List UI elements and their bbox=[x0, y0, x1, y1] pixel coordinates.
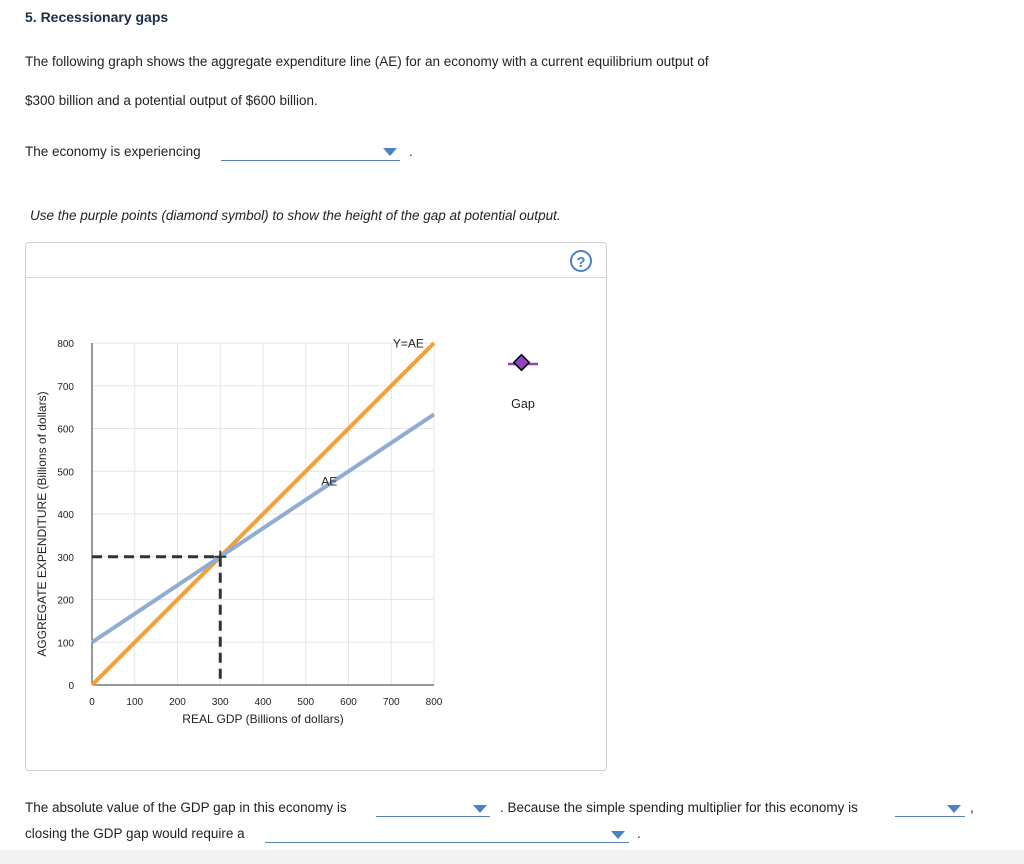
intro-line-2: $300 billion and a potential output of $600 billion. bbox=[25, 93, 318, 108]
page-title: 5. Recessionary gaps bbox=[25, 9, 169, 25]
x-axis-title: REAL GDP (Billions of dollars) bbox=[182, 712, 344, 726]
x-tick-label-800: 800 bbox=[425, 697, 443, 708]
q1-suffix: . bbox=[409, 144, 413, 159]
graph-instruction: Use the purple points (diamond symbol) to show the height of the gap at potential output. bbox=[30, 208, 561, 223]
intro-line-1: The following graph shows the aggregate expenditure line (AE) for an economy with a current equilibrium output of bbox=[25, 54, 709, 69]
x-tick-label-500: 500 bbox=[297, 697, 315, 708]
gap-legend-label: Gap bbox=[511, 397, 535, 411]
x-tick-label-300: 300 bbox=[211, 697, 229, 708]
help-icon[interactable]: ? bbox=[570, 250, 592, 272]
y-tick-label-800: 800 bbox=[57, 339, 74, 350]
chevron-down-icon[interactable] bbox=[947, 805, 961, 813]
yae-line-label: Y=AE bbox=[392, 336, 424, 351]
diamond-icon[interactable] bbox=[514, 355, 530, 371]
y-tick-label-100: 100 bbox=[57, 638, 74, 650]
chart-labels bbox=[35, 336, 424, 726]
x-tick-label-600: 600 bbox=[340, 697, 357, 708]
y-tick-label-400: 400 bbox=[57, 510, 74, 521]
bottom-bar bbox=[0, 850, 1024, 864]
gap-palette-tool[interactable] bbox=[508, 355, 538, 371]
y-tick-label-700: 700 bbox=[57, 381, 74, 393]
y-tick-label-300: 300 bbox=[57, 552, 74, 564]
q2-end: , bbox=[970, 800, 974, 815]
q1-prefix: The economy is experiencing bbox=[25, 144, 201, 159]
q2-prefix: The absolute value of the GDP gap in this economy is bbox=[25, 800, 347, 815]
q2-line2-prefix: closing the GDP gap would require a bbox=[25, 826, 245, 841]
x-tick-label-100: 100 bbox=[126, 697, 144, 708]
ae-line-label: AE bbox=[321, 474, 338, 489]
chevron-down-icon[interactable] bbox=[473, 805, 487, 813]
x-tick-label-200: 200 bbox=[169, 697, 186, 708]
q2-line2-end: . bbox=[637, 826, 641, 841]
x-tick-label-700: 700 bbox=[382, 697, 400, 708]
q2-mid: . Because the simple spending multiplier for this economy is bbox=[500, 800, 858, 815]
y-tick-label-500: 500 bbox=[57, 467, 74, 479]
chevron-down-icon[interactable] bbox=[383, 148, 397, 156]
y-tick-label-600: 600 bbox=[57, 424, 74, 436]
y-tick-label-0: 0 bbox=[68, 681, 74, 692]
chart-svg bbox=[26, 243, 606, 770]
y-tick-label-200: 200 bbox=[57, 595, 74, 607]
graph-panel bbox=[25, 242, 607, 771]
x-tick-label-400: 400 bbox=[254, 697, 272, 708]
y-axis-title: AGGREGATE EXPENDITURE (Billions of dollars) bbox=[35, 391, 49, 657]
chevron-down-icon[interactable] bbox=[611, 831, 625, 839]
x-tick-label-0: 0 bbox=[89, 697, 95, 708]
